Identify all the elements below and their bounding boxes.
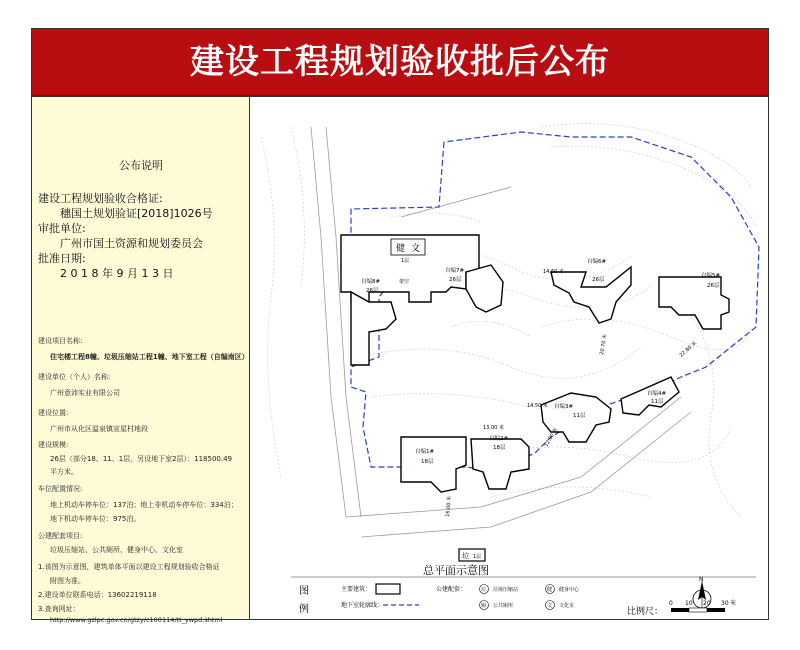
scale-tick-30: 30 bbox=[721, 600, 729, 607]
legend-name-culture: 文化室 bbox=[559, 603, 575, 609]
distance-5: 16.00 米 bbox=[445, 495, 453, 518]
parking-value-2: 地下机动车停车位：975泊。 bbox=[50, 515, 141, 523]
note-3: 3.查询网址： bbox=[38, 605, 80, 613]
building-7-label: 自编7# bbox=[445, 268, 465, 274]
legend-title-top: 图 bbox=[299, 586, 309, 597]
legend-public-label: 公建配套： bbox=[436, 586, 467, 593]
notice-title: 建设工程规划验收批后公布 bbox=[32, 29, 768, 97]
query-url: http://www.gzlpc.gov.cn/gtzy/c100114/tt_ywpd.shtml bbox=[50, 616, 223, 624]
unit-value: 广州意沛实业有限公司 bbox=[50, 389, 120, 397]
location-label: 建设位置: bbox=[38, 409, 69, 417]
distance-3: 13.00 米 bbox=[483, 425, 504, 431]
approver-value: 广州市国土资源和规划委员会 bbox=[60, 237, 203, 250]
building-3-floors: 11层 bbox=[573, 413, 586, 419]
garbage-label: 垃 bbox=[462, 552, 469, 560]
map-caption: 总平面示意图 bbox=[423, 564, 489, 577]
date-label: 批准日期: bbox=[38, 252, 86, 265]
legend-facility-items bbox=[480, 585, 581, 610]
legend-title-bottom: 例 bbox=[299, 604, 309, 615]
scale-value-1: 26层（部分18、11、1层，另设地下室2层）：118500.49 bbox=[50, 455, 232, 463]
building-8-label: 自编8# bbox=[361, 279, 381, 285]
building-8-floors: 26层 bbox=[366, 288, 379, 294]
building-2-label: 自编2# bbox=[489, 436, 509, 442]
legend-name-garbage: 垃圾压缩站 bbox=[493, 587, 519, 593]
scale-unit: 米 bbox=[730, 600, 737, 607]
panel-heading: 公布说明 bbox=[119, 159, 163, 172]
building-4-label: 自编4# bbox=[647, 391, 667, 397]
scale-tick-0: 0 bbox=[669, 600, 673, 607]
building-6-floors: 26层 bbox=[592, 277, 605, 283]
building-6-label: 自编6# bbox=[587, 259, 607, 265]
culture-label: 文 bbox=[411, 244, 421, 254]
distance-2: 14.50 米 bbox=[527, 403, 548, 409]
scale-ticks bbox=[669, 599, 736, 607]
note-1b: 附图为准。 bbox=[50, 577, 85, 585]
legend-building-swatch bbox=[376, 584, 400, 594]
building-6-outline bbox=[551, 267, 631, 323]
distance-4: 12.90 米 bbox=[543, 426, 560, 448]
floor1-label: 1层 bbox=[401, 258, 410, 264]
legend-glyph-toilet: 厕 bbox=[481, 603, 487, 609]
building-7-floors: 26层 bbox=[449, 277, 462, 283]
facility-label: 公建配套项目: bbox=[38, 532, 83, 540]
scale-label: 建设规模: bbox=[38, 441, 69, 449]
location-value: 广州市从化区温泉镇宣星村地段 bbox=[50, 425, 148, 433]
unit-label: 建设单位（个人）名称: bbox=[38, 373, 111, 381]
open-label: 架空 bbox=[399, 279, 410, 285]
north-letter: N bbox=[699, 576, 704, 583]
parking-value-1: 地上机动车停车位：137泊；地上非机动车停车位：334泊； bbox=[50, 501, 238, 509]
date-value: 2 0 1 8 年 9 月 1 3 日 bbox=[60, 267, 174, 280]
garbage-floor-label: 1层 bbox=[473, 554, 482, 560]
legend-name-gym: 健身中心 bbox=[559, 587, 580, 593]
building-4-floors: 11层 bbox=[651, 399, 664, 405]
approver-label: 审批单位: bbox=[38, 222, 86, 235]
legend-glyph-culture: 文 bbox=[547, 603, 553, 609]
scale-tick-20: 20 bbox=[703, 600, 711, 607]
legend-main-building-label: 主要建筑： bbox=[341, 586, 372, 593]
distance-7: 22.80 米 bbox=[678, 340, 699, 359]
building-5-floors: 26层 bbox=[707, 283, 720, 289]
legend-glyph-garbage: 垃 bbox=[481, 587, 487, 593]
legend-glyph-gym: 健 bbox=[547, 587, 553, 593]
site-plan-area bbox=[251, 97, 768, 619]
scale-value-2: 平方米。 bbox=[50, 468, 78, 476]
distance-6: 20.70 米 bbox=[599, 333, 609, 356]
building-2-floors: 18层 bbox=[493, 445, 506, 451]
project-label: 建设项目名称: bbox=[38, 337, 83, 345]
gym-label: 健 bbox=[396, 244, 406, 254]
note-2: 2.建设单位联系电话：13602219118 bbox=[38, 591, 157, 599]
cert-value: 穗国土规划验证[2018]1026号 bbox=[60, 207, 213, 220]
facility-value: 垃圾压缩站、公共厕所、健身中心、文化室 bbox=[50, 546, 183, 554]
project-value: 住宅楼工程8幢、垃圾压缩站工程1幢、地下室工程（自编南区） bbox=[50, 353, 249, 361]
scale-tick-10: 10 bbox=[685, 600, 693, 607]
notice-panel bbox=[32, 97, 250, 624]
cert-label: 建设工程规划验收合格证: bbox=[38, 192, 163, 205]
note-1: 1.该图为示意图，建筑单体平面以建设工程规划验收合格证 bbox=[38, 563, 220, 571]
building-1-floors: 18层 bbox=[421, 459, 434, 465]
legend-basement-label: 地下室轮廓线： bbox=[341, 602, 384, 609]
building-1-outline bbox=[401, 437, 466, 492]
notice-board bbox=[31, 28, 769, 624]
legend-name-toilet: 公共厕所 bbox=[493, 603, 514, 609]
distance-1: 14.60 米 bbox=[543, 269, 564, 275]
site-plan-svg bbox=[251, 97, 768, 619]
scale-label: 比例尺： bbox=[627, 607, 664, 617]
building-1-label: 自编1# bbox=[415, 449, 435, 455]
building-5-label: 自编5# bbox=[701, 273, 721, 279]
scale-bar bbox=[671, 608, 725, 612]
building-3-label: 自编3# bbox=[554, 404, 574, 410]
parking-label: 车位配置情况: bbox=[38, 485, 83, 493]
